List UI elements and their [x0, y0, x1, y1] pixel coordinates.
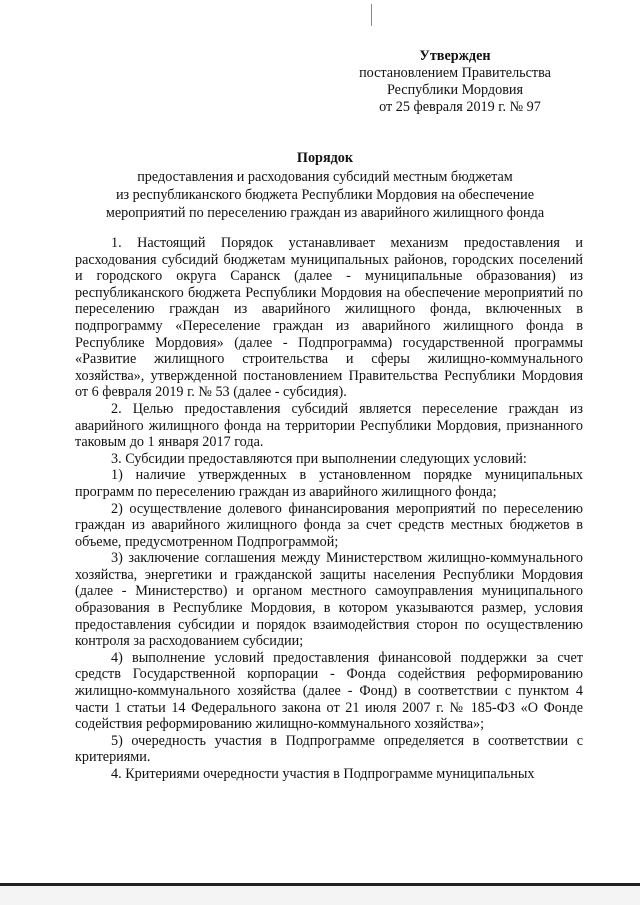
approval-date: от 25 февраля 2019 г. № 97: [379, 99, 541, 115]
paragraph-2: 2. Целью предоставления субсидий является переселение граждан из аварийного жилищного фонда на территории Республики Мордовия, признанного таковым до 1 января 2017 года.: [75, 400, 583, 451]
approval-block: [330, 48, 580, 116]
approval-line-2: Республики Мордовия: [386, 82, 524, 98]
paragraph-1: 1. Настоящий Порядок устанавливает механизм предоставления и расходования субсидий бюджетам муниципальных районов, городских поселений и городского округа Саранск (далее - муниципальные образования) из республиканского бюджета Республики Мордовия на обеспечение мероприятий по переселению граждан из аварийного жилищного фонда, включенных в подпрограмму «Переселение граждан из аварийного жилищного фонда в Республике Мордовия» (далее - Подпрограмма) государственной программы «Развитие жилищного строительства и сферы жилищно-коммунального хозяйства», утвержденной постановлением Правительства Республики Мордовия от 6 февраля 2019 г. № 53 (далее - субсидия).: [75, 235, 583, 401]
paragraph-3-item-4: 4) выполнение условий предоставления финансовой поддержки за счет средств Государственной корпорации - Фонда содействия реформированию жилищно-коммунального хозяйства (далее - Фонд) в соответствии с пунктом 4 части 1 статьи 14 Федерального закона от 21 июля 2007 г. № 185-ФЗ «О Фонде содействия реформированию жилищно-коммунального хозяйства»;: [75, 649, 583, 733]
document-body: [75, 235, 583, 783]
document-title-block: [60, 149, 590, 222]
document-title: Порядок: [296, 150, 354, 166]
scan-bottom-margin: [0, 886, 640, 905]
paragraph-4: 4. Критериями очередности участия в Подпрограмме муниципальных: [111, 766, 535, 782]
paragraph-3-item-5: 5) очередность участия в Подпрограмме определяется в соответствии с критериями.: [75, 732, 583, 766]
approval-title: Утвержден: [419, 48, 491, 64]
paragraph-3-item-3: 3) заключение соглашения между Министерством жилищно-коммунального хозяйства, энергетики и гражданской защиты населения Республики Мордовия (далее - Министерство) и органом местного самоуправления муниципального образования в Республике Мордовия, в котором указываются размер, условия предоставления субсидии и порядок взаимодействия сторон по осуществлению контроля за расходованием субсидии;: [75, 550, 583, 650]
document-subtitle-line-3: мероприятий по переселению граждан из аварийного жилищного фонда: [105, 205, 545, 221]
paragraph-3: 3. Субсидии предоставляются при выполнении следующих условий:: [111, 450, 527, 467]
scan-artifact-mark: [371, 4, 372, 26]
approval-line-1: постановлением Правительства: [359, 65, 551, 81]
paragraph-3-item-1: 1) наличие утвержденных в установленном порядке муниципальных программ по переселению граждан из аварийного жилищного фонда;: [75, 467, 583, 500]
document-subtitle-line-2: из республиканского бюджета Республики Мордовия на обеспечение: [115, 187, 535, 203]
document-subtitle-line-1: предоставления и расходования субсидий местным бюджетам: [137, 169, 513, 185]
paragraph-3-item-2: 2) осуществление долевого финансирования мероприятий по переселению граждан из аварийного жилищного фонда за счет средств местных бюджетов в объеме, предусмотренном Подпрограммой;: [75, 500, 583, 550]
